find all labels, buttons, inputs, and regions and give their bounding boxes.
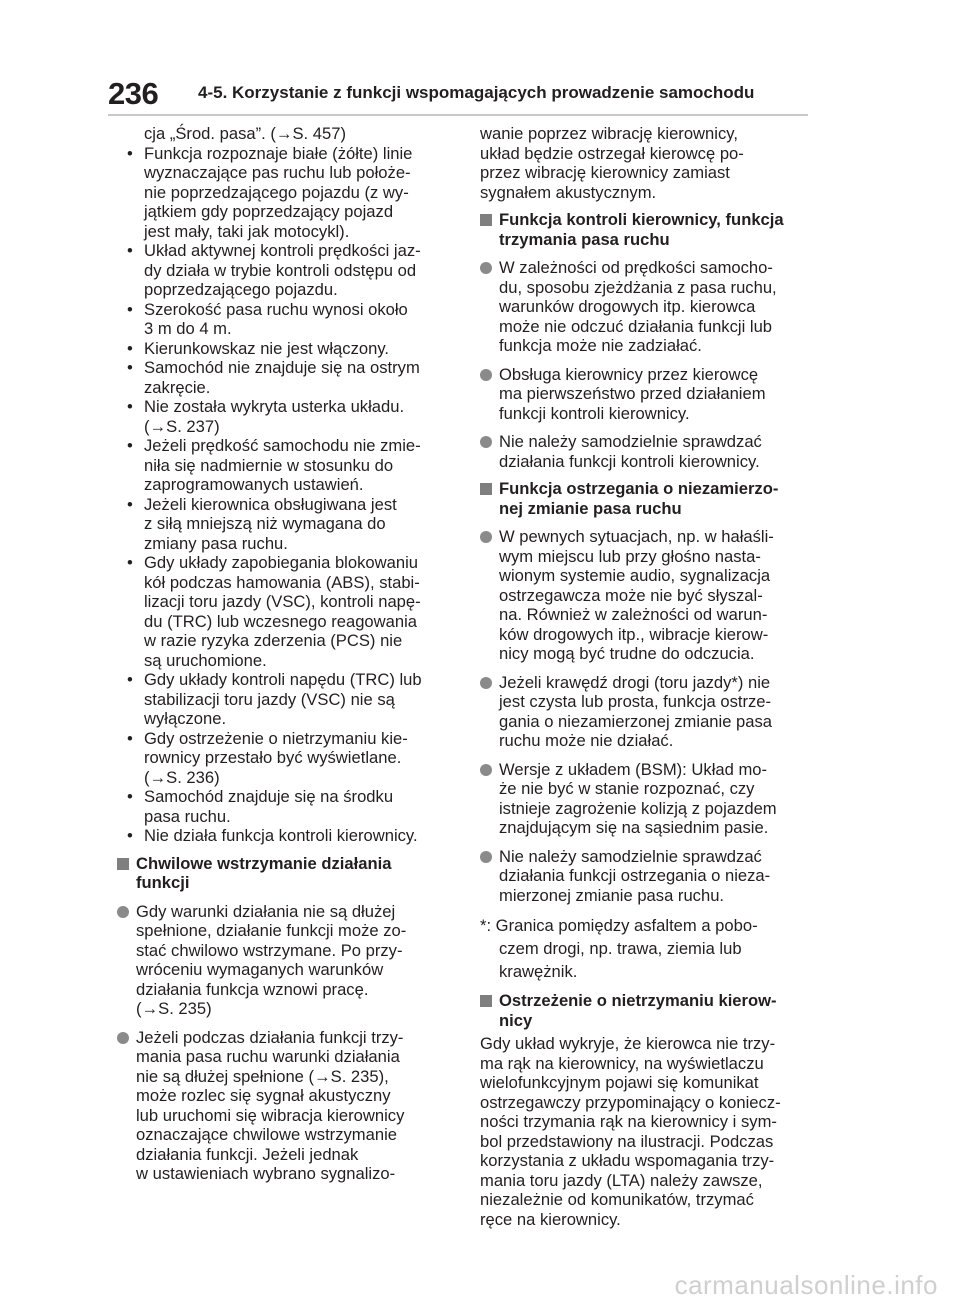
- text-line: czem drogi, np. trawa, ziemia lub: [499, 939, 742, 958]
- note-item: [480, 673, 810, 751]
- text-line: [480, 527, 810, 547]
- square-bullet-icon: [480, 214, 492, 226]
- text-line: wróceniu wymaganych warunków: [136, 960, 384, 979]
- circle-bullet-icon: [480, 851, 492, 863]
- text-line: poprzedzającego pojazdu.: [144, 280, 338, 299]
- circle-bullet-icon: [480, 436, 492, 448]
- text-line-content: Nie należy samodzielnie sprawdzać: [499, 432, 762, 451]
- text-line-content: Gdy warunki działania nie są dłużej: [136, 901, 396, 921]
- circle-bullet-icon: [480, 262, 492, 274]
- text-line: zakręcie.: [144, 377, 211, 397]
- text-line: stać chwilowo wstrzymane. Po przy-: [136, 940, 403, 960]
- text-line: warunków drogowych itp. kierowca: [499, 297, 756, 316]
- text-line: ręce na kierownicy.: [480, 1209, 621, 1229]
- text-line: [480, 673, 810, 693]
- circle-bullet-icon: [117, 906, 129, 918]
- bullet-item: [117, 358, 453, 397]
- text-line: krawężnik.: [499, 962, 578, 981]
- text-line: (→S. 236): [144, 767, 220, 787]
- text-line: ruchu może nie działać.: [499, 731, 674, 750]
- text-line: du (TRC) lub wczesnego reagowania: [144, 611, 418, 631]
- notes-steering-control: [480, 258, 810, 471]
- text-line: w ustawieniach wybrano sygnalizo-: [136, 1164, 396, 1183]
- text-line: jest czysta lub prosta, funkcja ostrze-: [499, 692, 772, 711]
- bullet-item: [117, 339, 453, 359]
- bullet-item: [117, 787, 453, 826]
- text-line: • Układ aktywnej kontroli prędkości jaz-: [117, 241, 453, 261]
- text-line: *: Granica pomiędzy asfaltem a pobo-: [480, 916, 758, 935]
- bullet-item: [117, 436, 453, 495]
- text-line: działania funkcji kontroli kierownicy.: [499, 451, 760, 471]
- text-line: wionym systemie audio, sygnalizacja: [499, 566, 771, 585]
- circle-bullet-icon: [117, 1032, 129, 1044]
- text-line-content: Funkcja ostrzegania o niezamierzo-: [499, 479, 779, 498]
- text-line: funkcja może nie zadziałać.: [499, 336, 702, 355]
- text-line: stabilizacji toru jazdy (VSC) nie są: [144, 689, 395, 709]
- bullet-item: [117, 729, 453, 788]
- text-line: wyłączone.: [144, 709, 227, 728]
- text-line: sygnałem akustycznym.: [480, 182, 657, 202]
- notes-pause: [117, 902, 453, 1184]
- text-line: rownicy przestało być wyświetlane.: [144, 748, 402, 767]
- text-line: może nie odczuć działania funkcji lub: [499, 316, 773, 336]
- bullet-item: [117, 826, 453, 846]
- text-line: jątkiem gdy poprzedzający pojazd: [144, 202, 394, 221]
- condition-list: [117, 144, 453, 846]
- text-line: [480, 991, 810, 1011]
- text-line: ostrzegawczy przypominający o koniecz-: [480, 1092, 781, 1112]
- text-line: z siłą mniejszą niż wymagana do: [144, 514, 386, 533]
- text-line: • Gdy układy kontroli napędu (TRC) lub: [117, 670, 453, 690]
- text-line: [117, 1028, 453, 1048]
- text-line: że nie być w stanie rozpoznać, czy: [499, 779, 755, 798]
- hands-off-paragraph: [480, 1034, 810, 1229]
- sub-heading-pause: [117, 854, 453, 893]
- text-line: ma rąk na kierownicy, na wyświetlaczu: [480, 1053, 764, 1073]
- sub-heading-lane-departure: [480, 479, 810, 518]
- text-line-content: W zależności od prędkości samocho-: [499, 258, 773, 277]
- bullet-item: [117, 495, 453, 554]
- text-line: (→S. 237): [144, 416, 220, 436]
- text-line: ków drogowych itp., wibracje kierow-: [499, 624, 769, 644]
- notes-lane-departure: [480, 527, 810, 905]
- right-column: [480, 124, 810, 1229]
- text-line: zmiany pasa ruchu.: [144, 533, 288, 553]
- text-line: [480, 258, 810, 278]
- text-line: nie są dłużej spełnione (→S. 235),: [136, 1066, 389, 1086]
- text-line: • Nie została wykryta usterka układu.: [117, 397, 453, 417]
- text-line: ma pierwszeństwo przed działaniem: [499, 384, 766, 403]
- note-item: [117, 1028, 453, 1184]
- text-line: du, sposobu zjeżdżania z pasa ruchu,: [499, 277, 777, 297]
- sub-heading-steering-control: [480, 210, 810, 249]
- text-line: wielofunkcyjnym pojawi się komunikat: [480, 1073, 759, 1092]
- note-item: [117, 902, 453, 1019]
- text-line: działania funkcji. Jeżeli jednak: [136, 1144, 359, 1164]
- footnote: [480, 914, 810, 983]
- text-line: • Jeżeli prędkość samochodu nie zmie-: [117, 436, 453, 456]
- text-line: dy działa w trybie kontroli odstępu od: [144, 260, 417, 280]
- text-line: • Samochód nie znajduje się na ostrym: [117, 358, 453, 378]
- text-line-content: Wersje z układem (BSM): Układ mo-: [499, 759, 768, 779]
- square-bullet-icon: [117, 858, 129, 870]
- text-line: nicy: [499, 1010, 533, 1030]
- text-line: jest mały, taki jak motocykl).: [144, 221, 350, 241]
- text-line: • Szerokość pasa ruchu wynosi około: [117, 300, 453, 320]
- note-item: [480, 527, 810, 664]
- text-line: niezależnie od komunikatów, trzymać: [480, 1190, 754, 1209]
- bullet-item: [117, 670, 453, 729]
- text-line: wyznaczające pas ruchu lub położe-: [144, 163, 411, 182]
- text-line-content: Chwilowe wstrzymanie działania: [136, 853, 392, 873]
- note-item: [480, 432, 810, 471]
- text-line: [480, 847, 810, 867]
- circle-bullet-icon: [480, 369, 492, 381]
- text-line: mierzonej zmianie pasa ruchu.: [499, 885, 725, 905]
- section-title: 4-5. Korzystanie z funkcji wspomagających prowadzenie samochodu: [198, 83, 755, 102]
- text-line: [480, 210, 810, 230]
- text-line: są uruchomione.: [144, 650, 267, 670]
- text-line: niła się nadmiernie w stosunku do: [144, 455, 394, 475]
- text-line: działania funkcja wznowi pracę.: [136, 979, 369, 999]
- text-line: korzystania z układu wspomagania trzy-: [480, 1151, 775, 1170]
- text-line: (→S. 235): [136, 999, 212, 1018]
- text-line: funkcji: [136, 873, 190, 892]
- text-line: zaprogramowanych ustawień.: [144, 475, 364, 494]
- square-bullet-icon: [480, 483, 492, 495]
- circle-bullet-icon: [480, 764, 492, 776]
- text-line: istnieje zagrożenie kolizją z pojazdem: [499, 798, 777, 818]
- text-line: mania toru jazdy (LTA) należy zawsze,: [480, 1170, 763, 1190]
- text-line-content: Jeżeli krawędź drogi (toru jazdy*) nie: [499, 672, 771, 692]
- text-line: gania o niezamierzonej zmianie pasa: [499, 711, 773, 731]
- text-line-content: Jeżeli podczas działania funkcji trzy-: [136, 1027, 404, 1047]
- text-line: oznaczające chwilowe wstrzymanie: [136, 1125, 397, 1144]
- bullet-item: [117, 300, 453, 339]
- right-intro: [480, 124, 810, 202]
- bullet-item: [117, 553, 453, 670]
- text-line: kół podczas hamowania (ABS), stabi-: [144, 572, 420, 592]
- circle-bullet-icon: [480, 677, 492, 689]
- sub-heading-hands-off: [480, 991, 810, 1030]
- text-line: nej zmianie pasa ruchu: [499, 498, 682, 518]
- text-line: spełnione, działanie funkcji może zo-: [136, 921, 407, 940]
- text-line: pasa ruchu.: [144, 806, 231, 826]
- note-item: [480, 365, 810, 424]
- text-line: działania funkcji ostrzegania o nieza-: [499, 866, 771, 885]
- page-number: 236: [108, 76, 159, 111]
- bullet-item: [117, 241, 453, 300]
- text-line: [117, 902, 453, 922]
- text-line: funkcji kontroli kierownicy.: [499, 403, 690, 423]
- left-column: [117, 124, 453, 1184]
- text-line: • Funkcja rozpoznaje białe (żółte) linie: [117, 144, 453, 164]
- text-line: przez wibrację kierownicy zamiast: [480, 163, 730, 182]
- text-line: nie poprzedzającego pojazdu (z wy-: [144, 182, 409, 202]
- note-item: [480, 760, 810, 838]
- text-line: • Jeżeli kierownica obsługiwana jest: [117, 495, 453, 515]
- text-line: [480, 479, 810, 499]
- text-line: może rozlec się sygnał akustyczny: [136, 1086, 391, 1105]
- text-line: wym miejscu lub przy głośno nasta-: [499, 546, 761, 566]
- text-line: • Samochód znajduje się na środku: [117, 787, 453, 807]
- text-line: znajdującym się na sąsiednim pasie.: [499, 818, 769, 837]
- text-line: nicy mogą być trudne do odczucia.: [499, 644, 755, 663]
- text-line: mania pasa ruchu warunki działania: [136, 1047, 400, 1066]
- bullet-item: [117, 397, 453, 436]
- left-intro: [117, 124, 453, 144]
- text-line: układ będzie ostrzegał kierowcę po-: [480, 143, 744, 163]
- watermark: carmanualsonline.info: [674, 1270, 938, 1300]
- text-line: • Gdy układy zapobiegania blokowaniu: [117, 553, 453, 573]
- bullet-item: [117, 144, 453, 242]
- text-line: lub uruchomi się wibracja kierownicy: [136, 1105, 405, 1125]
- text-line: • Nie działa funkcja kontroli kierownicy.: [117, 826, 453, 846]
- text-line: trzymania pasa ruchu: [499, 229, 670, 249]
- header-rule: [108, 114, 808, 116]
- text-line: lizacji toru jazdy (VSC), kontroli napę-: [144, 592, 421, 611]
- text-line: wanie poprzez wibrację kierownicy,: [480, 124, 738, 143]
- text-line: ostrzegawcza może nie być słyszal-: [499, 585, 763, 605]
- note-item: [480, 847, 810, 906]
- text-line: bol przedstawiony na ilustracji. Podczas: [480, 1131, 774, 1151]
- text-line: • Gdy ostrzeżenie o nietrzymaniu kie-: [117, 729, 453, 749]
- text-line: Gdy układ wykryje, że kierowca nie trzy-: [480, 1034, 776, 1053]
- text-line: w razie ryzyka zderzenia (PCS) nie: [144, 631, 403, 650]
- text-line-content: Funkcja kontroli kierownicy, funkcja: [499, 210, 784, 229]
- text-line: cja „Środ. pasa”. (→S. 457): [144, 124, 346, 143]
- text-line-content: Obsługa kierownicy przez kierowcę: [499, 364, 759, 384]
- text-line-content: Nie należy samodzielnie sprawdzać: [499, 846, 762, 866]
- text-line: [480, 432, 810, 452]
- square-bullet-icon: [480, 995, 492, 1007]
- circle-bullet-icon: [480, 531, 492, 543]
- text-line: [480, 760, 810, 780]
- text-line: 3 m do 4 m.: [144, 319, 232, 338]
- text-line-content: Ostrzeżenie o nietrzymaniu kierow-: [499, 991, 777, 1010]
- text-line: [480, 365, 810, 385]
- note-item: [480, 258, 810, 356]
- text-line-content: W pewnych sytuacjach, np. w hałaśli-: [499, 527, 774, 546]
- text-line: • Kierunkowskaz nie jest włączony.: [117, 339, 453, 359]
- text-line: [117, 854, 453, 874]
- text-line: na. Również w zależności od warun-: [499, 605, 768, 624]
- text-line: ności trzymania rąk na kierownicy i sym-: [480, 1112, 777, 1131]
